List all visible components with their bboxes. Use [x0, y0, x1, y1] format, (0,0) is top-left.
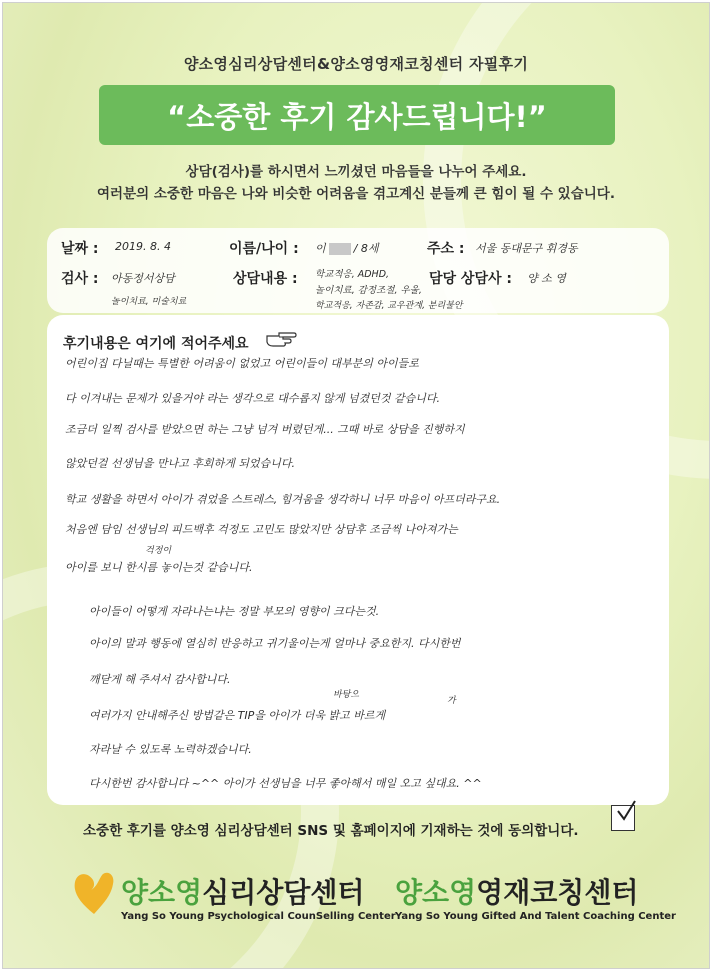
content-label: 상담내용 :	[233, 271, 298, 287]
review-line: 여러가지 안내해주신 방법같은 TIP을 아이가 더욱 밝고 바르게	[89, 709, 386, 722]
name-prefix: 이	[315, 242, 326, 255]
date-label: 날짜 :	[61, 241, 99, 257]
intro-line-2: 여러분의 소중한 마음은 나와 비슷한 어려움을 겪고계신 분들께 큰 힘이 될 수 있습니다.	[97, 186, 615, 202]
check-mark-icon	[615, 799, 637, 823]
review-line: 어린이집 다닐때는 특별한 어려움이 없었고 어린이들이 대부분의 아이들로	[65, 357, 419, 370]
content-line-1: 학교적응, ADHD,	[315, 269, 390, 280]
review-line: 깨닫게 해 주셔서 감사합니다.	[89, 673, 231, 686]
pointing-hand-icon	[265, 327, 297, 349]
redacted-name	[329, 243, 351, 255]
address-label: 주소 :	[427, 241, 465, 257]
logo-bar	[3, 861, 709, 931]
review-box	[47, 315, 669, 805]
age-value: / 8세	[353, 242, 379, 255]
review-line: 조금더 일찍 검사를 받았으면 하는 그냥 넘겨 버렸던게... 그때 바로 상담을 진행하지	[65, 423, 465, 436]
counselor-label: 담당 상담사 :	[429, 271, 512, 287]
inserted-word: 걱정이	[145, 546, 172, 556]
info-box	[47, 228, 669, 313]
heart-logo-icon	[71, 868, 117, 918]
inserted-word: 가	[447, 696, 456, 706]
sheet-title: 양소영심리상담센터&양소영영재코칭센터 자필후기	[183, 55, 529, 73]
psych-center-logo: 양소영심리상담센터	[121, 876, 365, 909]
test-label: 검사 :	[61, 271, 99, 287]
content-line-2: 놀이치료, 감정조절, 우울,	[315, 285, 422, 296]
review-line: 자라날 수 있도록 노력하겠습니다.	[89, 743, 252, 756]
inserted-word: 바탕으	[333, 690, 360, 700]
gifted-center-logo: 양소영영재코칭센터	[395, 876, 639, 909]
test-value: 아동정서상담	[111, 272, 175, 285]
test-value-2: 놀이치료, 미술치료	[111, 297, 187, 307]
name-label: 이름/나이 :	[229, 241, 299, 257]
name-value	[315, 240, 378, 256]
review-line: 아이들이 어떻게 자라나는냐는 정말 부모의 영향이 크다는것.	[89, 605, 380, 618]
intro-line-1: 상담(검사)를 하시면서 느끼셨던 마음들을 나누어 주세요.	[185, 164, 527, 180]
content-line-3: 학교적응, 자존감, 교우관계, 분리불안	[315, 301, 463, 311]
thanks-banner: “소중한 후기 감사드립니다!”	[99, 85, 615, 145]
review-line: 학교 생활을 하면서 아이가 겪었을 스트레스, 힘겨움을 생각하니 너무 마음이 아프더라구요.	[65, 493, 501, 506]
intro-text	[3, 161, 709, 205]
psych-center-subtitle: Yang So Young Psychological CounSelling Center	[121, 911, 396, 922]
consent-text: 소중한 후기를 양소영 심리상담센터 SNS 및 홈페이지에 기재하는 것에 동의합니다.	[83, 823, 579, 839]
gifted-center-subtitle: Yang So Young Gifted And Talent Coaching Center	[395, 911, 676, 922]
review-line: 않았던걸 선생님을 만나고 후회하게 되었습니다.	[65, 457, 296, 470]
review-sheet	[2, 2, 710, 969]
review-line: 다시한번 감사합니다 ~^^ 아이가 선생님을 너무 좋아해서 매일 오고 싶대요. ^^	[89, 777, 482, 790]
review-line: 다 이겨내는 문제가 있을거야 라는 생각으로 대수롭지 않게 넘겼던것 같습니다.	[65, 392, 440, 405]
review-line: 아이의 말과 행동에 열심히 반응하고 귀기울이는게 얼마나 중요한지. 다시한번	[89, 637, 461, 650]
date-value: 2019. 8. 4	[115, 240, 171, 253]
address-value: 서울 동대문구 휘경동	[475, 242, 578, 255]
review-line: 처음엔 담임 선생님의 피드백후 걱정도 고민도 많았지만 상담후 조금씩 나아져가는	[65, 523, 458, 536]
review-heading: 후기내용은 여기에 적어주세요	[63, 336, 249, 352]
counselor-value: 양 소 영	[527, 272, 566, 285]
review-line: 아이를 보니 한시름 놓이는것 같습니다.	[65, 561, 253, 574]
